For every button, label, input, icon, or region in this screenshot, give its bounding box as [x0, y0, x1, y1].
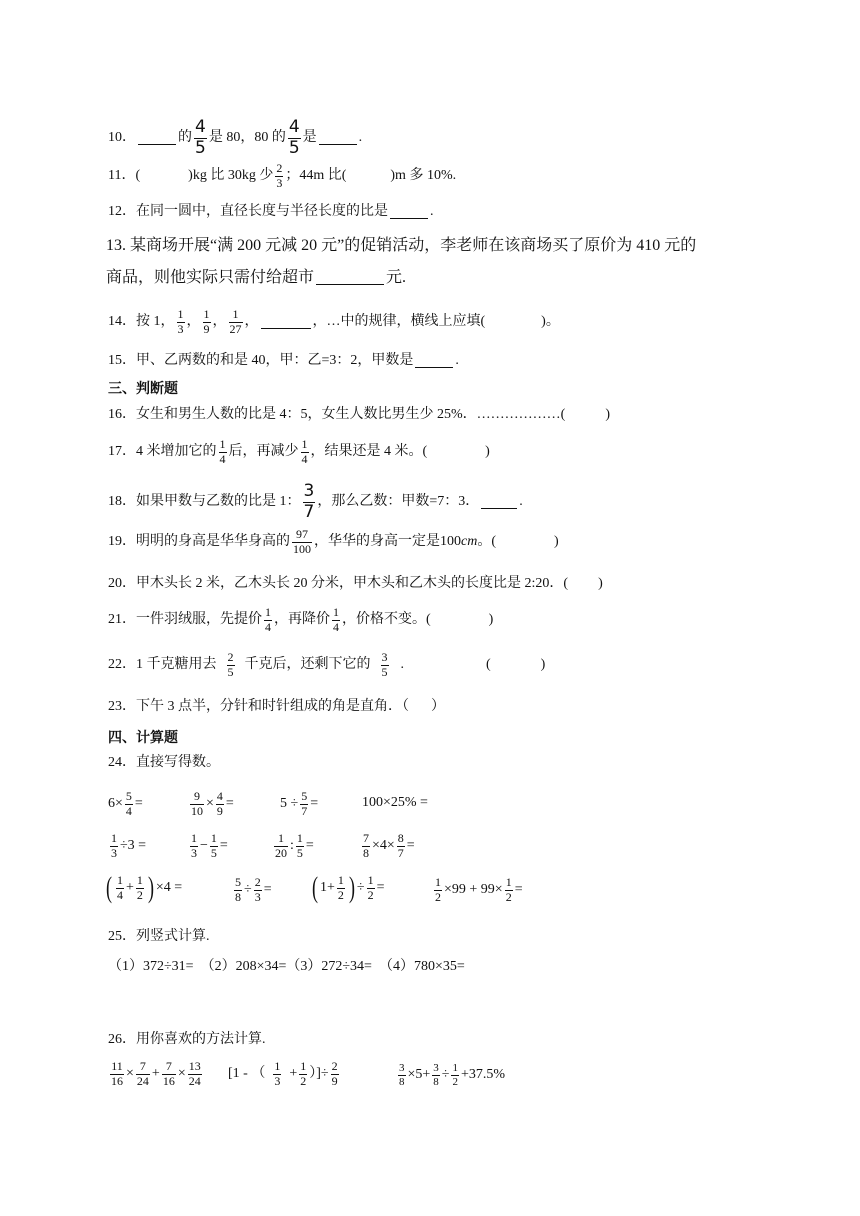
- q21-text: ): [488, 612, 494, 628]
- fraction: $\frac{1}{4}$: [301, 437, 308, 466]
- fraction: $\frac{8}{7}$: [397, 831, 404, 860]
- q16-text: 16．女生和男生人数的比是 4：5，女生人数比男生少 25%．………………(: [108, 407, 566, 422]
- q24-row-2: [108, 832, 146, 861]
- fraction: $\frac{1}{20}$: [275, 831, 287, 860]
- answer-blank[interactable]: [415, 355, 453, 368]
- fraction: $\frac{4}{5}$: [195, 117, 206, 158]
- fraction: $\frac{9}{10}$: [191, 789, 203, 818]
- expr: ×4 =: [155, 880, 183, 895]
- question-17: [108, 438, 490, 467]
- q21-text: ，再降价: [274, 612, 330, 628]
- fraction: $\frac{5}{7}$: [301, 789, 308, 818]
- fraction: $\frac{1}{4}$: [117, 872, 123, 902]
- fraction: $\frac{5}{8}$: [235, 875, 241, 904]
- question-20: [108, 577, 603, 591]
- expr: :: [290, 838, 294, 854]
- answer-blank[interactable]: [138, 132, 176, 145]
- q12-text: 12．在同一圆中，直径长度与半径长度的比是: [108, 204, 388, 219]
- unit-cm: cm: [461, 534, 478, 550]
- expr: ÷3 =: [120, 838, 147, 854]
- expr: +37.5%: [460, 1067, 506, 1083]
- q19-text: ，华华的身高一定是100: [314, 534, 461, 550]
- q10-text: 的: [178, 130, 192, 146]
- q26-expr-3: [396, 1062, 505, 1088]
- question-14: 14．按 1， $\frac{1}{3}$ ， $\frac{1}{9}$ ， $\frac{1}{27}$ ， ，…中的规律，横线上应填( )。: [108, 307, 560, 336]
- expr: [1 - （: [228, 1066, 266, 1082]
- q24-row-1: [108, 790, 143, 819]
- fraction: $\frac{3}{8}$: [399, 1062, 405, 1088]
- q17-text: 17．4 米增加它的: [108, 444, 217, 460]
- q10-text: 是 80，80 的: [208, 130, 286, 146]
- expr: 1+: [320, 880, 335, 895]
- q18-text: ，那么乙数：甲数=7：3．: [317, 494, 480, 510]
- expr: 6×: [108, 796, 123, 812]
- fraction: $\frac{2}{5}$: [227, 650, 234, 679]
- q10-text: 是: [302, 130, 317, 146]
- fraction: $\frac{1}{3}$: [191, 831, 197, 860]
- expr: +: [289, 1066, 298, 1082]
- question-16: [108, 408, 610, 422]
- q15-text: 15．甲、乙两数的和是 40，甲：乙=3：2，甲数是: [108, 353, 414, 368]
- question-21: [108, 606, 493, 635]
- fraction: $\frac{3}{8}$: [433, 1062, 439, 1088]
- q17-text: ): [485, 444, 490, 460]
- expr: 100×25% =: [362, 795, 428, 810]
- q17-text: 后，再减少: [228, 444, 299, 460]
- q14-text: ，…中的规律，横线上应填(: [312, 314, 486, 330]
- fraction: $\frac{11}{16}$: [111, 1059, 123, 1088]
- q24-row-1d: [362, 796, 428, 810]
- fraction: $\frac{1}{3}$: [111, 831, 117, 860]
- expr: +: [126, 880, 134, 895]
- question-13-line2: [106, 270, 406, 286]
- q17-text: ，结果还是 4 米。(: [310, 444, 428, 460]
- question-25-items: [108, 960, 465, 974]
- expr: =: [219, 838, 228, 854]
- q12-text: .: [430, 204, 434, 219]
- expr: ÷: [441, 1067, 450, 1083]
- expr: ÷: [244, 882, 252, 898]
- expr: −: [200, 838, 208, 854]
- q11-text: ；44m 比(: [285, 168, 347, 184]
- fraction: $\frac{1}{2}$: [452, 1062, 458, 1088]
- q16-text: ): [605, 407, 610, 422]
- q22-text: (: [486, 657, 491, 673]
- section-heading-judgment: 三、判断题: [108, 381, 178, 397]
- fraction: $\frac{1}{2}$: [367, 872, 374, 902]
- question-23: [108, 700, 445, 714]
- question-18: [108, 482, 523, 522]
- question-15: [108, 354, 459, 368]
- q25-text: （1）372÷31= （2）208×34=（3）272÷34= （4）780×35=: [108, 959, 465, 974]
- q23-text: 23．下午 3 点半，分针和时针组成的角是直角．（: [108, 699, 409, 714]
- expr: =: [310, 796, 319, 812]
- answer-blank[interactable]: [316, 272, 384, 285]
- q18-text: .: [519, 494, 523, 510]
- fraction: $\frac{1}{2}$: [505, 875, 512, 904]
- fraction: $\frac{3}{7}$: [303, 481, 315, 522]
- q25-text: 25．列竖式计算.: [108, 929, 210, 944]
- fraction: $\frac{1}{3}$: [274, 1059, 281, 1088]
- q14-text: 14．按 1，: [108, 314, 175, 330]
- q20-text: 20．甲木头长 2 米，乙木头长 20 分米，甲木头和乙木头的长度比是 2:20．(: [108, 576, 569, 591]
- fraction: $\frac{1}{2}$: [300, 1059, 307, 1088]
- fraction: $\frac{1}{4}$: [265, 605, 271, 634]
- fraction: $\frac{13}{24}$: [188, 1059, 201, 1088]
- q15-text: .: [455, 353, 459, 368]
- expr: ÷: [356, 880, 365, 895]
- q26-expr-1: [108, 1060, 204, 1089]
- fraction: $\frac{1}{2}$: [435, 875, 441, 904]
- q11-number: 11．(: [108, 168, 141, 184]
- fraction: $\frac{7}{8}$: [363, 831, 369, 860]
- expr: 5 ÷: [280, 796, 299, 812]
- fraction: $\frac{1}{2}$: [136, 872, 143, 902]
- q24-row-3b: [232, 876, 272, 905]
- section-heading-calculation: 四、计算题: [108, 730, 178, 746]
- expr: =: [305, 838, 314, 854]
- expr: ×5+: [407, 1067, 431, 1083]
- question-22: [108, 651, 545, 680]
- expr: +: [151, 1066, 160, 1082]
- q24-row-1c: [280, 790, 318, 819]
- fraction: $\frac{3}{5}$: [381, 650, 388, 679]
- q13-text: 商品，则他实际只需付给超市: [106, 269, 315, 286]
- q22-text: 千克后，还剩下它的: [244, 657, 371, 673]
- answer-blank[interactable]: [319, 132, 357, 145]
- q22-text: 22．1 千克糖用去: [108, 657, 217, 673]
- fraction: $\frac{1}{4}$: [333, 605, 339, 634]
- q11-text: )kg 比 30kg 少: [188, 168, 274, 184]
- expr: ×99 + 99×: [444, 882, 503, 898]
- fraction: $\frac{1}{5}$: [296, 831, 303, 860]
- expr: ×: [177, 1066, 186, 1082]
- fraction: $\frac{1}{2}$: [337, 872, 344, 902]
- q24-row-2c: [272, 832, 314, 861]
- q13-text: 13. 某商场开展“满 200 元减 20 元”的促销活动，李老师在该商场买了原价为 410 元的: [106, 237, 697, 254]
- question-24-title: [108, 756, 220, 770]
- question-10: [108, 118, 362, 158]
- q19-text: ): [554, 534, 559, 550]
- question-19: [108, 528, 559, 557]
- fraction: $\frac{97}{100}$: [293, 527, 311, 556]
- q14-text: )。: [541, 314, 560, 330]
- q13-text: 元.: [386, 269, 407, 286]
- expr: =: [406, 838, 415, 854]
- fraction: $\frac{4}{9}$: [216, 789, 223, 818]
- fraction: $\frac{2}{9}$: [331, 1059, 338, 1088]
- expr: ×: [126, 1066, 134, 1082]
- q24-row-1b: [188, 790, 234, 819]
- q21-text: 21．一件羽绒服，先提价: [108, 612, 262, 628]
- question-25-title: [108, 930, 210, 944]
- expr: =: [514, 882, 523, 898]
- expr: ×: [206, 796, 214, 812]
- fraction: $\frac{7}{16}$: [162, 1059, 175, 1088]
- question-26-title: [108, 1033, 266, 1047]
- fraction: $\frac{1}{5}$: [210, 831, 217, 860]
- q24-row-3: ( $\frac{1}{4}$ + $\frac{1}{2}$ ) ×4 =: [106, 871, 183, 904]
- fraction: $\frac{2}{3}$: [276, 161, 283, 190]
- answer-blank[interactable]: [390, 206, 428, 219]
- q19-text: 。(: [477, 534, 496, 550]
- q10-text: .: [358, 130, 363, 146]
- q10-number: 10．: [108, 130, 136, 146]
- q24-row-3d: [432, 876, 523, 905]
- expr: ）]÷: [309, 1066, 329, 1082]
- expr: =: [134, 796, 143, 812]
- expr: ×4×: [372, 838, 395, 854]
- fraction: $\frac{1}{4}$: [219, 437, 226, 466]
- q21-text: ，价格不变。(: [342, 612, 431, 628]
- expr: =: [263, 882, 272, 898]
- q24-row-3c: ( 1+ $\frac{1}{2}$ ) ÷ $\frac{1}{2}$ =: [312, 871, 385, 904]
- question-13-line1: [106, 238, 696, 254]
- answer-blank[interactable]: [481, 496, 517, 509]
- q20-text: ): [598, 576, 603, 591]
- fraction: $\frac{5}{4}$: [125, 789, 132, 818]
- answer-blank[interactable]: [261, 316, 311, 329]
- question-12: [108, 205, 434, 219]
- q11-text: )m 多 10%.: [390, 168, 457, 184]
- q26-text: 26．用你喜欢的方法计算.: [108, 1032, 266, 1047]
- fraction: $\frac{1}{3}$: [177, 307, 184, 336]
- q22-text: .: [400, 657, 404, 673]
- fraction: $\frac{4}{5}$: [288, 117, 300, 158]
- expr: =: [225, 796, 234, 812]
- q24-text: 24．直接写得数。: [108, 755, 220, 770]
- q24-row-2b: [188, 832, 228, 861]
- expr: =: [376, 880, 385, 895]
- fraction: $\frac{2}{3}$: [254, 875, 261, 904]
- q26-expr-2: [228, 1060, 341, 1089]
- question-11: [108, 162, 456, 191]
- q18-text: 18．如果甲数与乙数的比是 1：: [108, 494, 301, 510]
- q24-row-2d: [360, 832, 415, 861]
- fraction: $\frac{1}{9}$: [203, 307, 210, 336]
- fraction: $\frac{1}{27}$: [229, 307, 242, 336]
- q19-text: 19．明明的身高是华华身高的: [108, 534, 290, 550]
- q22-text: ): [540, 657, 546, 673]
- q23-text: ）: [431, 699, 445, 714]
- fraction: $\frac{7}{24}$: [136, 1059, 149, 1088]
